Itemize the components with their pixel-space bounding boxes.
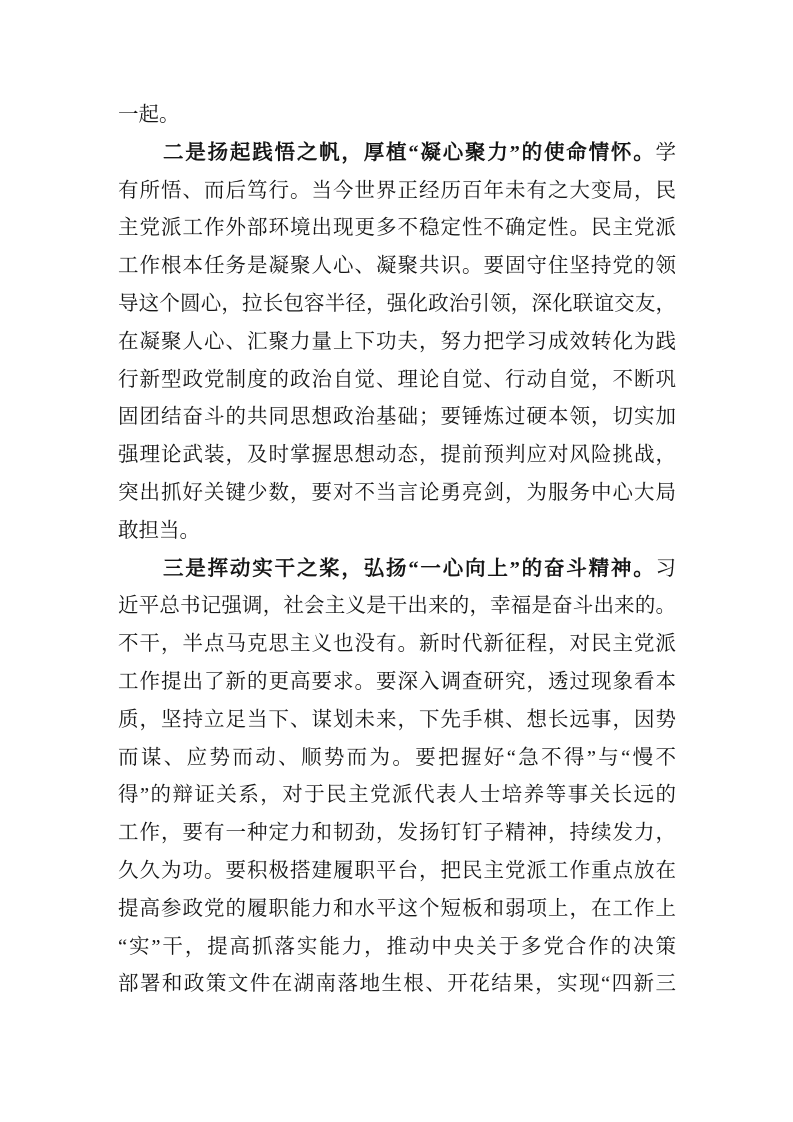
text-line [118, 135, 676, 173]
body-text-run: 不干，半点马克思主义也没有。新时代新征程，对民主党派 [118, 633, 676, 656]
body-text-run: 近平总书记强调，社会主义是干出来的，幸福是奋斗出来的。 [118, 595, 676, 618]
document-body [118, 97, 676, 1004]
body-text-run: 突出抓好关键少数，要对不当言论勇亮剑，为服务中心大局 [118, 481, 676, 504]
body-text-run: 强理论武装，及时掌握思想动态，提前预判应对风险挑战， [118, 444, 676, 467]
text-line [118, 210, 676, 248]
text-line [118, 929, 676, 967]
text-line [118, 853, 676, 891]
text-line [118, 626, 676, 664]
body-text-run: 习 [655, 557, 676, 580]
text-line [118, 437, 676, 475]
body-text-run: 提高参政党的履职能力和水平这个短板和弱项上，在工作上 [118, 897, 676, 920]
text-line [118, 513, 676, 551]
body-text-run: 工作根本任务是凝聚人心、凝聚共识。要固守住坚持党的领 [118, 255, 676, 278]
section-heading-run: 三是挥动实干之桨，弘扬“一心向上”的奋斗精神。 [163, 557, 656, 580]
body-text-run: 有所悟、而后笃行。当今世界正经历百年未有之大变局，民 [118, 179, 676, 202]
body-text-run: 工作，要有一种定力和韧劲，发扬钉钉子精神，持续发力， [118, 822, 676, 845]
body-text-run: 久久为功。要积极搭建履职平台，把民主党派工作重点放在 [118, 859, 676, 882]
text-line [118, 97, 676, 135]
text-line [118, 475, 676, 513]
text-line [118, 966, 676, 1004]
section-heading-run: 二是扬起践悟之帆，厚植“凝心聚力”的使命情怀。 [163, 141, 656, 164]
text-line [118, 740, 676, 778]
body-text-run: 在凝聚人心、汇聚力量上下功夫，努力把学习成效转化为践 [118, 330, 676, 353]
body-text-run: 主党派工作外部环境出现更多不稳定性不确定性。民主党派 [118, 217, 676, 240]
body-text-run: 而谋、应势而动、顺势而为。要把握好“急不得”与“慢不 [118, 746, 676, 769]
text-line [118, 551, 676, 589]
text-line [118, 399, 676, 437]
body-text-run: 得”的辩证关系，对于民主党派代表人士培养等事关长远的 [118, 784, 676, 807]
body-text-run: 质，坚持立足当下、谋划未来，下先手棋、想长远事，因势 [118, 708, 676, 731]
text-line [118, 891, 676, 929]
text-line [118, 248, 676, 286]
text-line [118, 173, 676, 211]
text-line [118, 777, 676, 815]
body-text-run: 工作提出了新的更高要求。要深入调查研究，透过现象看本 [118, 670, 676, 693]
text-line [118, 664, 676, 702]
body-text-run: “实”干，提高抓落实能力，推动中央关于多党合作的决策 [118, 935, 676, 958]
body-text-run: 学 [655, 141, 676, 164]
body-text-run: 导这个圆心，拉长包容半径，强化政治引领，深化联谊交友， [118, 292, 676, 315]
text-line [118, 702, 676, 740]
body-text-run: 部署和政策文件在湖南落地生根、开花结果，实现“四新三 [118, 973, 676, 996]
text-line [118, 815, 676, 853]
text-line [118, 324, 676, 362]
text-line [118, 362, 676, 400]
body-text-run: 固团结奋斗的共同思想政治基础；要锤炼过硬本领，切实加 [118, 406, 676, 429]
body-text-run: 行新型政党制度的政治自觉、理论自觉、行动自觉，不断巩 [118, 368, 676, 391]
text-line [118, 286, 676, 324]
body-text-run: 一起。 [118, 104, 180, 126]
body-text-run: 敢担当。 [118, 519, 200, 542]
text-line [118, 588, 676, 626]
